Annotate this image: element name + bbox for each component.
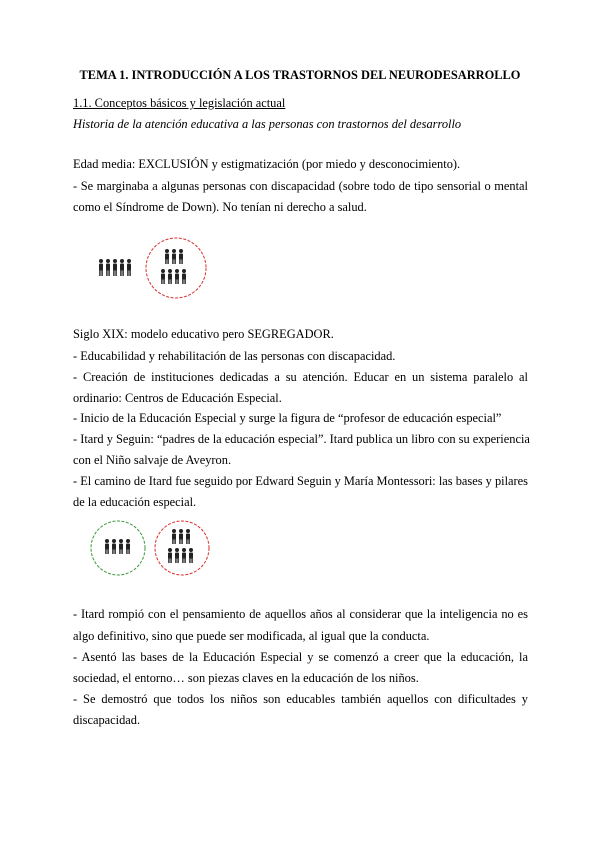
ordinary-group-icon [105, 539, 130, 554]
siglo-xix-heading: Siglo XIX: modelo educativo pero SEGREGADOR. [73, 327, 334, 341]
subsection-heading: Historia de la atención educativa a las personas con trastornos del desarrollo [73, 117, 462, 131]
segregation-svg [86, 518, 216, 578]
segregation-illustration [86, 518, 216, 578]
paragraph-line: ordinario: Centros de Educación Especial. [73, 391, 282, 405]
paragraph-line: algo definitivo, sino que puede ser modificada, al igual que la conducta. [73, 629, 430, 643]
green-circle-icon [91, 521, 145, 575]
paragraph-line: como el Síndrome de Down). No tenían ni derecho a salud. [73, 200, 367, 214]
paragraph-line: - Inicio de la Educación Especial y surge la figura de “profesor de educación especial” [73, 411, 502, 425]
red-circle-icon [146, 238, 206, 298]
paragraph-line: - Se demostró que todos los niños son educables también aquellos con dificultades y [73, 692, 528, 706]
inside-group-icon [161, 249, 186, 284]
paragraph-line: - Asentó las bases de la Educación Especial y se comenzó a creer que la educación, la [73, 650, 528, 664]
paragraph-line: discapacidad. [73, 713, 141, 727]
special-group-icon [168, 529, 193, 563]
section-heading: 1.1. Conceptos básicos y legislación actual [73, 96, 286, 110]
paragraph-line: sociedad, el entorno… son piezas claves en la educación de los niños. [73, 671, 419, 685]
exclusion-svg [92, 236, 222, 300]
paragraph-line: - Se marginaba a algunas personas con discapacidad (sobre todo de tipo sensorial o mental [73, 179, 528, 193]
edad-media-heading: Edad media: EXCLUSIÓN y estigmatización (por miedo y desconocimiento). [73, 157, 461, 171]
paragraph-line: con el Niño salvaje de Aveyron. [73, 453, 232, 467]
document-title: TEMA 1. INTRODUCCIÓN A LOS TRASTORNOS DEL NEURODESARROLLO [79, 68, 521, 82]
paragraph-line: de la educación especial. [73, 495, 197, 509]
red-circle-icon [155, 521, 209, 575]
outside-group-icon [99, 259, 131, 276]
paragraph-line: - Itard y Seguin: “padres de la educación especial”. Itard publica un libro con su experiencia [73, 432, 530, 446]
paragraph-line: - Educabilidad y rehabilitación de las personas con discapacidad. [73, 349, 396, 363]
paragraph-line: - Creación de instituciones dedicadas a su atención. Educar en un sistema paralelo al [73, 370, 528, 384]
paragraph-line: - El camino de Itard fue seguido por Edward Seguin y María Montessori: las bases y pilares [73, 474, 528, 488]
paragraph-line: - Itard rompió con el pensamiento de aquellos años al considerar que la inteligencia no es [73, 607, 528, 621]
exclusion-illustration [92, 236, 222, 300]
